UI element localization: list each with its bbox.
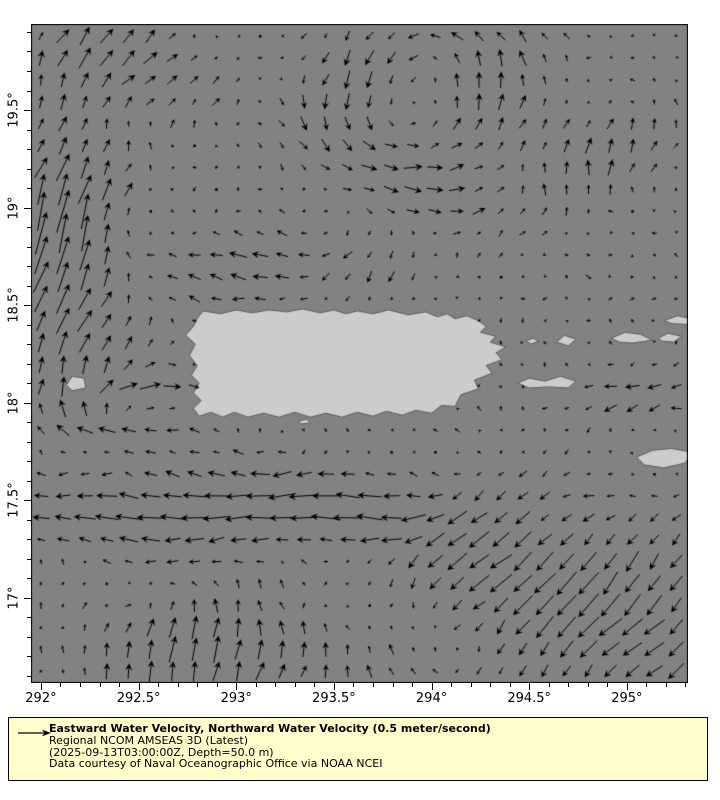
x-minor-tick xyxy=(314,683,315,687)
x-minor-tick xyxy=(568,683,569,687)
x-major-tick xyxy=(236,683,237,690)
y-minor-tick xyxy=(27,481,31,482)
y-minor-tick xyxy=(27,383,31,384)
x-minor-tick xyxy=(685,683,686,687)
y-minor-tick xyxy=(27,227,31,228)
y-minor-tick xyxy=(27,266,31,267)
y-tick-label: 17° xyxy=(6,586,22,610)
legend-text-block xyxy=(49,723,491,770)
x-major-tick xyxy=(41,683,42,690)
y-minor-tick xyxy=(27,247,31,248)
y-minor-tick xyxy=(27,32,31,33)
x-minor-tick xyxy=(666,683,667,687)
map-canvas xyxy=(31,24,688,683)
y-major-tick xyxy=(24,305,31,306)
legend-time-depth: (2025-09-13T03:00:00Z, Depth=50.0 m) xyxy=(49,745,274,759)
x-tick-label: 295° xyxy=(611,691,643,706)
y-minor-tick xyxy=(27,442,31,443)
y-minor-tick xyxy=(27,169,31,170)
legend-box xyxy=(8,717,708,781)
legend-dataset: Regional NCOM AMSEAS 3D (Latest) xyxy=(49,734,248,748)
x-minor-tick xyxy=(353,683,354,687)
x-tick-label: 292.5° xyxy=(116,691,161,706)
x-minor-tick xyxy=(119,683,120,687)
x-minor-tick xyxy=(275,683,276,687)
x-tick-label: 293° xyxy=(220,691,252,706)
y-minor-tick xyxy=(27,51,31,52)
x-minor-tick xyxy=(178,683,179,687)
y-minor-tick xyxy=(27,656,31,657)
y-tick-label: 17.5° xyxy=(6,482,22,518)
y-minor-tick xyxy=(27,91,31,92)
y-major-tick xyxy=(24,403,31,404)
x-minor-tick xyxy=(60,683,61,687)
y-minor-tick xyxy=(27,578,31,579)
x-minor-tick xyxy=(646,683,647,687)
x-minor-tick xyxy=(256,683,257,687)
y-minor-tick xyxy=(27,676,31,677)
y-tick-label: 18.5° xyxy=(6,287,22,323)
y-minor-tick xyxy=(27,364,31,365)
y-minor-tick xyxy=(27,286,31,287)
reference-arrow-icon xyxy=(18,727,52,739)
x-minor-tick xyxy=(451,683,452,687)
y-tick-label: 18° xyxy=(6,391,22,415)
x-major-tick xyxy=(432,683,433,690)
y-minor-tick xyxy=(27,130,31,131)
x-minor-tick xyxy=(412,683,413,687)
x-major-tick xyxy=(139,683,140,690)
x-minor-tick xyxy=(588,683,589,687)
x-minor-tick xyxy=(217,683,218,687)
legend-courtesy: Data courtesy of Naval Oceanographic Office via NOAA NCEI xyxy=(49,757,383,771)
x-minor-tick xyxy=(158,683,159,687)
x-minor-tick xyxy=(295,683,296,687)
y-major-tick xyxy=(24,110,31,111)
legend-title: Eastward Water Velocity, Northward Water Velocity (0.5 meter/second) xyxy=(49,722,491,735)
y-minor-tick xyxy=(27,617,31,618)
x-tick-label: 292° xyxy=(25,691,57,706)
x-tick-label: 293.5° xyxy=(312,691,356,706)
x-major-tick xyxy=(627,683,628,690)
x-minor-tick xyxy=(510,683,511,687)
y-minor-tick xyxy=(27,539,31,540)
y-minor-tick xyxy=(27,149,31,150)
y-minor-tick xyxy=(27,71,31,72)
y-minor-tick xyxy=(27,559,31,560)
x-tick-label: 294° xyxy=(415,691,448,706)
y-major-tick xyxy=(24,598,31,599)
x-minor-tick xyxy=(373,683,374,687)
y-minor-tick xyxy=(27,461,31,462)
x-major-tick xyxy=(334,683,335,690)
y-minor-tick xyxy=(27,637,31,638)
y-minor-tick xyxy=(27,325,31,326)
x-minor-tick xyxy=(471,683,472,687)
x-minor-tick xyxy=(197,683,198,687)
x-minor-tick xyxy=(393,683,394,687)
y-minor-tick xyxy=(27,344,31,345)
y-tick-label: 19.5° xyxy=(6,92,22,128)
x-minor-tick xyxy=(549,683,550,687)
y-minor-tick xyxy=(27,422,31,423)
x-minor-tick xyxy=(490,683,491,687)
y-major-tick xyxy=(24,500,31,501)
x-minor-tick xyxy=(100,683,101,687)
x-tick-label: 294.5° xyxy=(507,691,552,706)
y-major-tick xyxy=(24,208,31,209)
x-major-tick xyxy=(529,683,530,690)
y-tick-label: 19° xyxy=(6,195,22,220)
x-minor-tick xyxy=(607,683,608,687)
y-minor-tick xyxy=(27,188,31,189)
y-minor-tick xyxy=(27,520,31,521)
x-minor-tick xyxy=(80,683,81,687)
